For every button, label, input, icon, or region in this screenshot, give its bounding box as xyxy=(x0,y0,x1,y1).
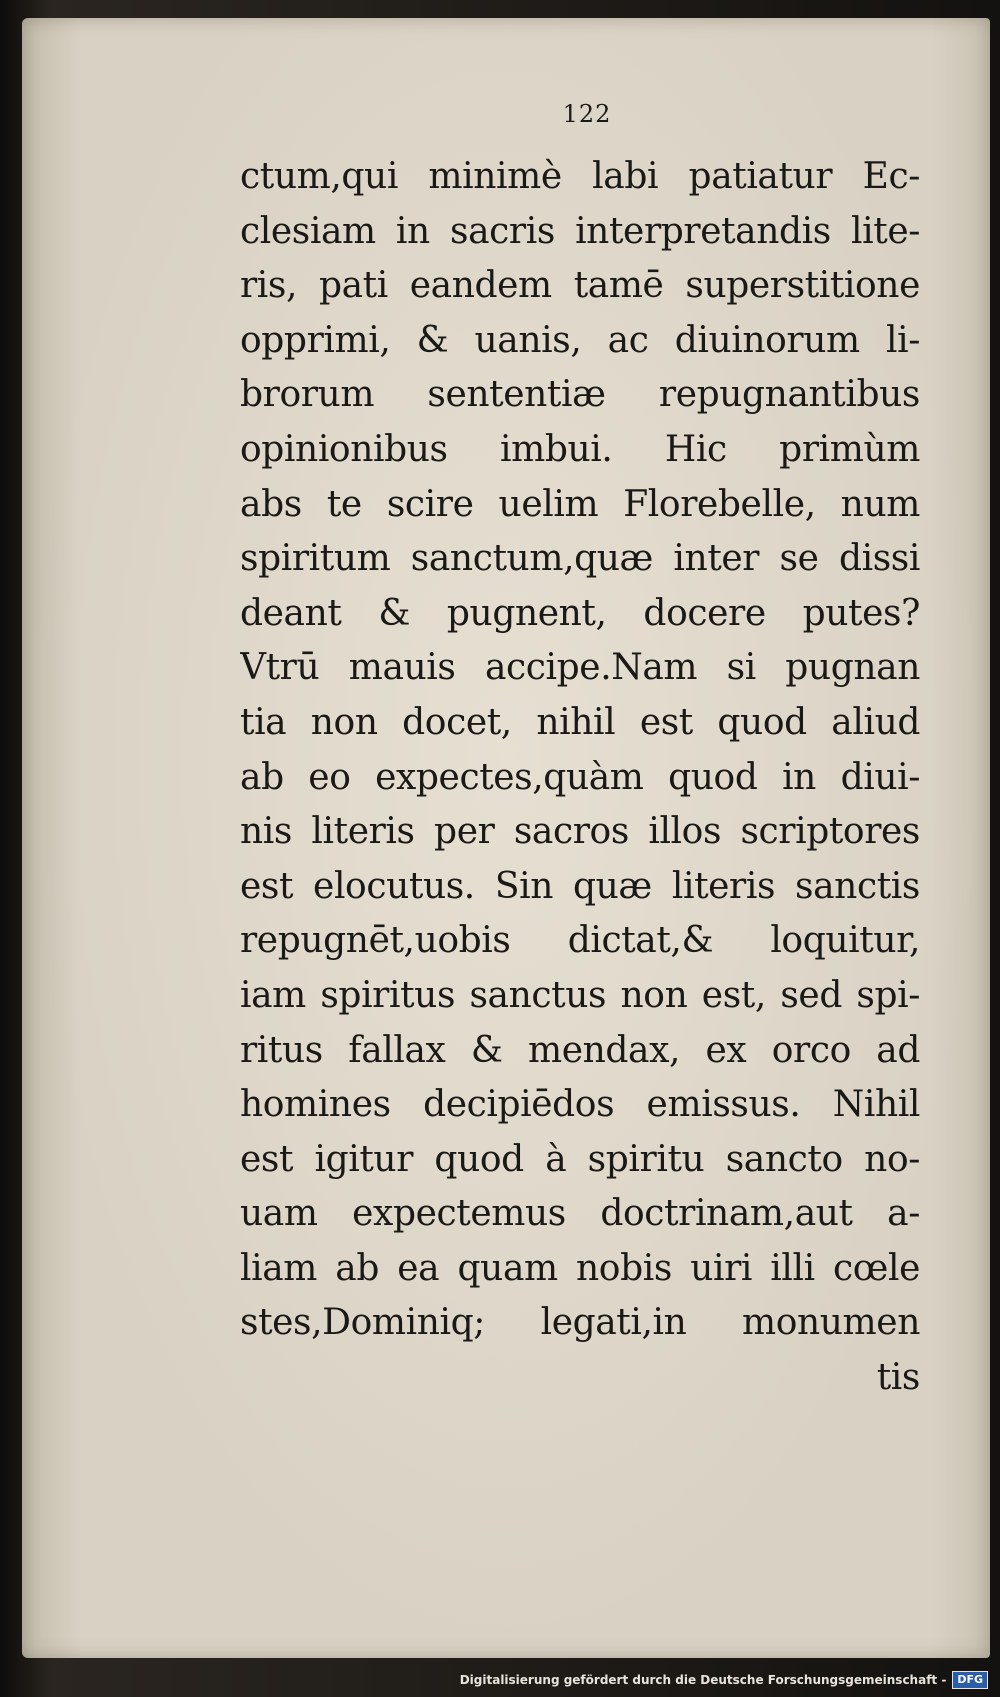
text-line: opinionibus imbui. Hic primùm xyxy=(240,428,920,470)
text-line: spiritum sanctum,quæ inter se dissi xyxy=(240,538,920,580)
text-line: tia non docet, nihil est quod aliud xyxy=(240,701,920,743)
text-line: Vtrū mauis accipe.Nam si pugnan xyxy=(240,647,920,689)
catchword: tis xyxy=(876,1357,920,1399)
text-line: stes,Dominiq; legati,in monumen xyxy=(240,1302,920,1344)
digitization-credit xyxy=(460,1669,988,1691)
text-line: repugnēt,uobis dictat,& loquitur, xyxy=(240,920,920,962)
text-line: ris, pati eandem tamē superstitione xyxy=(240,265,920,307)
body-text xyxy=(240,150,920,1406)
page-number: 122 xyxy=(562,100,612,128)
text-line: ctum,qui minimè labi patiatur Ec- xyxy=(240,156,920,197)
text-line: deant & pugnent, docere putes? xyxy=(240,592,920,634)
text-line: abs te scire uelim Florebelle, num xyxy=(240,483,920,525)
text-line: brorum sententiæ repugnantibus xyxy=(240,374,920,416)
text-line: iam spiritus sanctus non est, sed spi- xyxy=(240,974,920,1016)
text-line: clesiam in sacris interpretandis lite- xyxy=(240,210,920,252)
text-line: ab eo expectes,quàm quod in diui- xyxy=(240,756,920,798)
book-page xyxy=(22,18,990,1658)
text-line: opprimi, & uanis, ac diuinorum li- xyxy=(240,319,920,361)
text-line: est elocutus. Sin quæ literis sanctis xyxy=(240,865,920,907)
text-line: est igitur quod à spiritu sancto no- xyxy=(240,1138,920,1180)
text-line: homines decipiēdos emissus. Nihil xyxy=(240,1084,920,1126)
dfg-logo: DFG xyxy=(952,1671,988,1689)
credit-text: Digitalisierung gefördert durch die Deutsche Forschungsgemeinschaft - xyxy=(459,1673,947,1687)
text-line: ritus fallax & mendax, ex orco ad xyxy=(240,1029,920,1071)
text-line: uam expectemus doctrinam,aut a- xyxy=(240,1193,920,1235)
text-line: nis literis per sacros illos scriptores xyxy=(240,811,920,853)
text-line: liam ab ea quam nobis uiri illi cœle xyxy=(240,1247,920,1289)
